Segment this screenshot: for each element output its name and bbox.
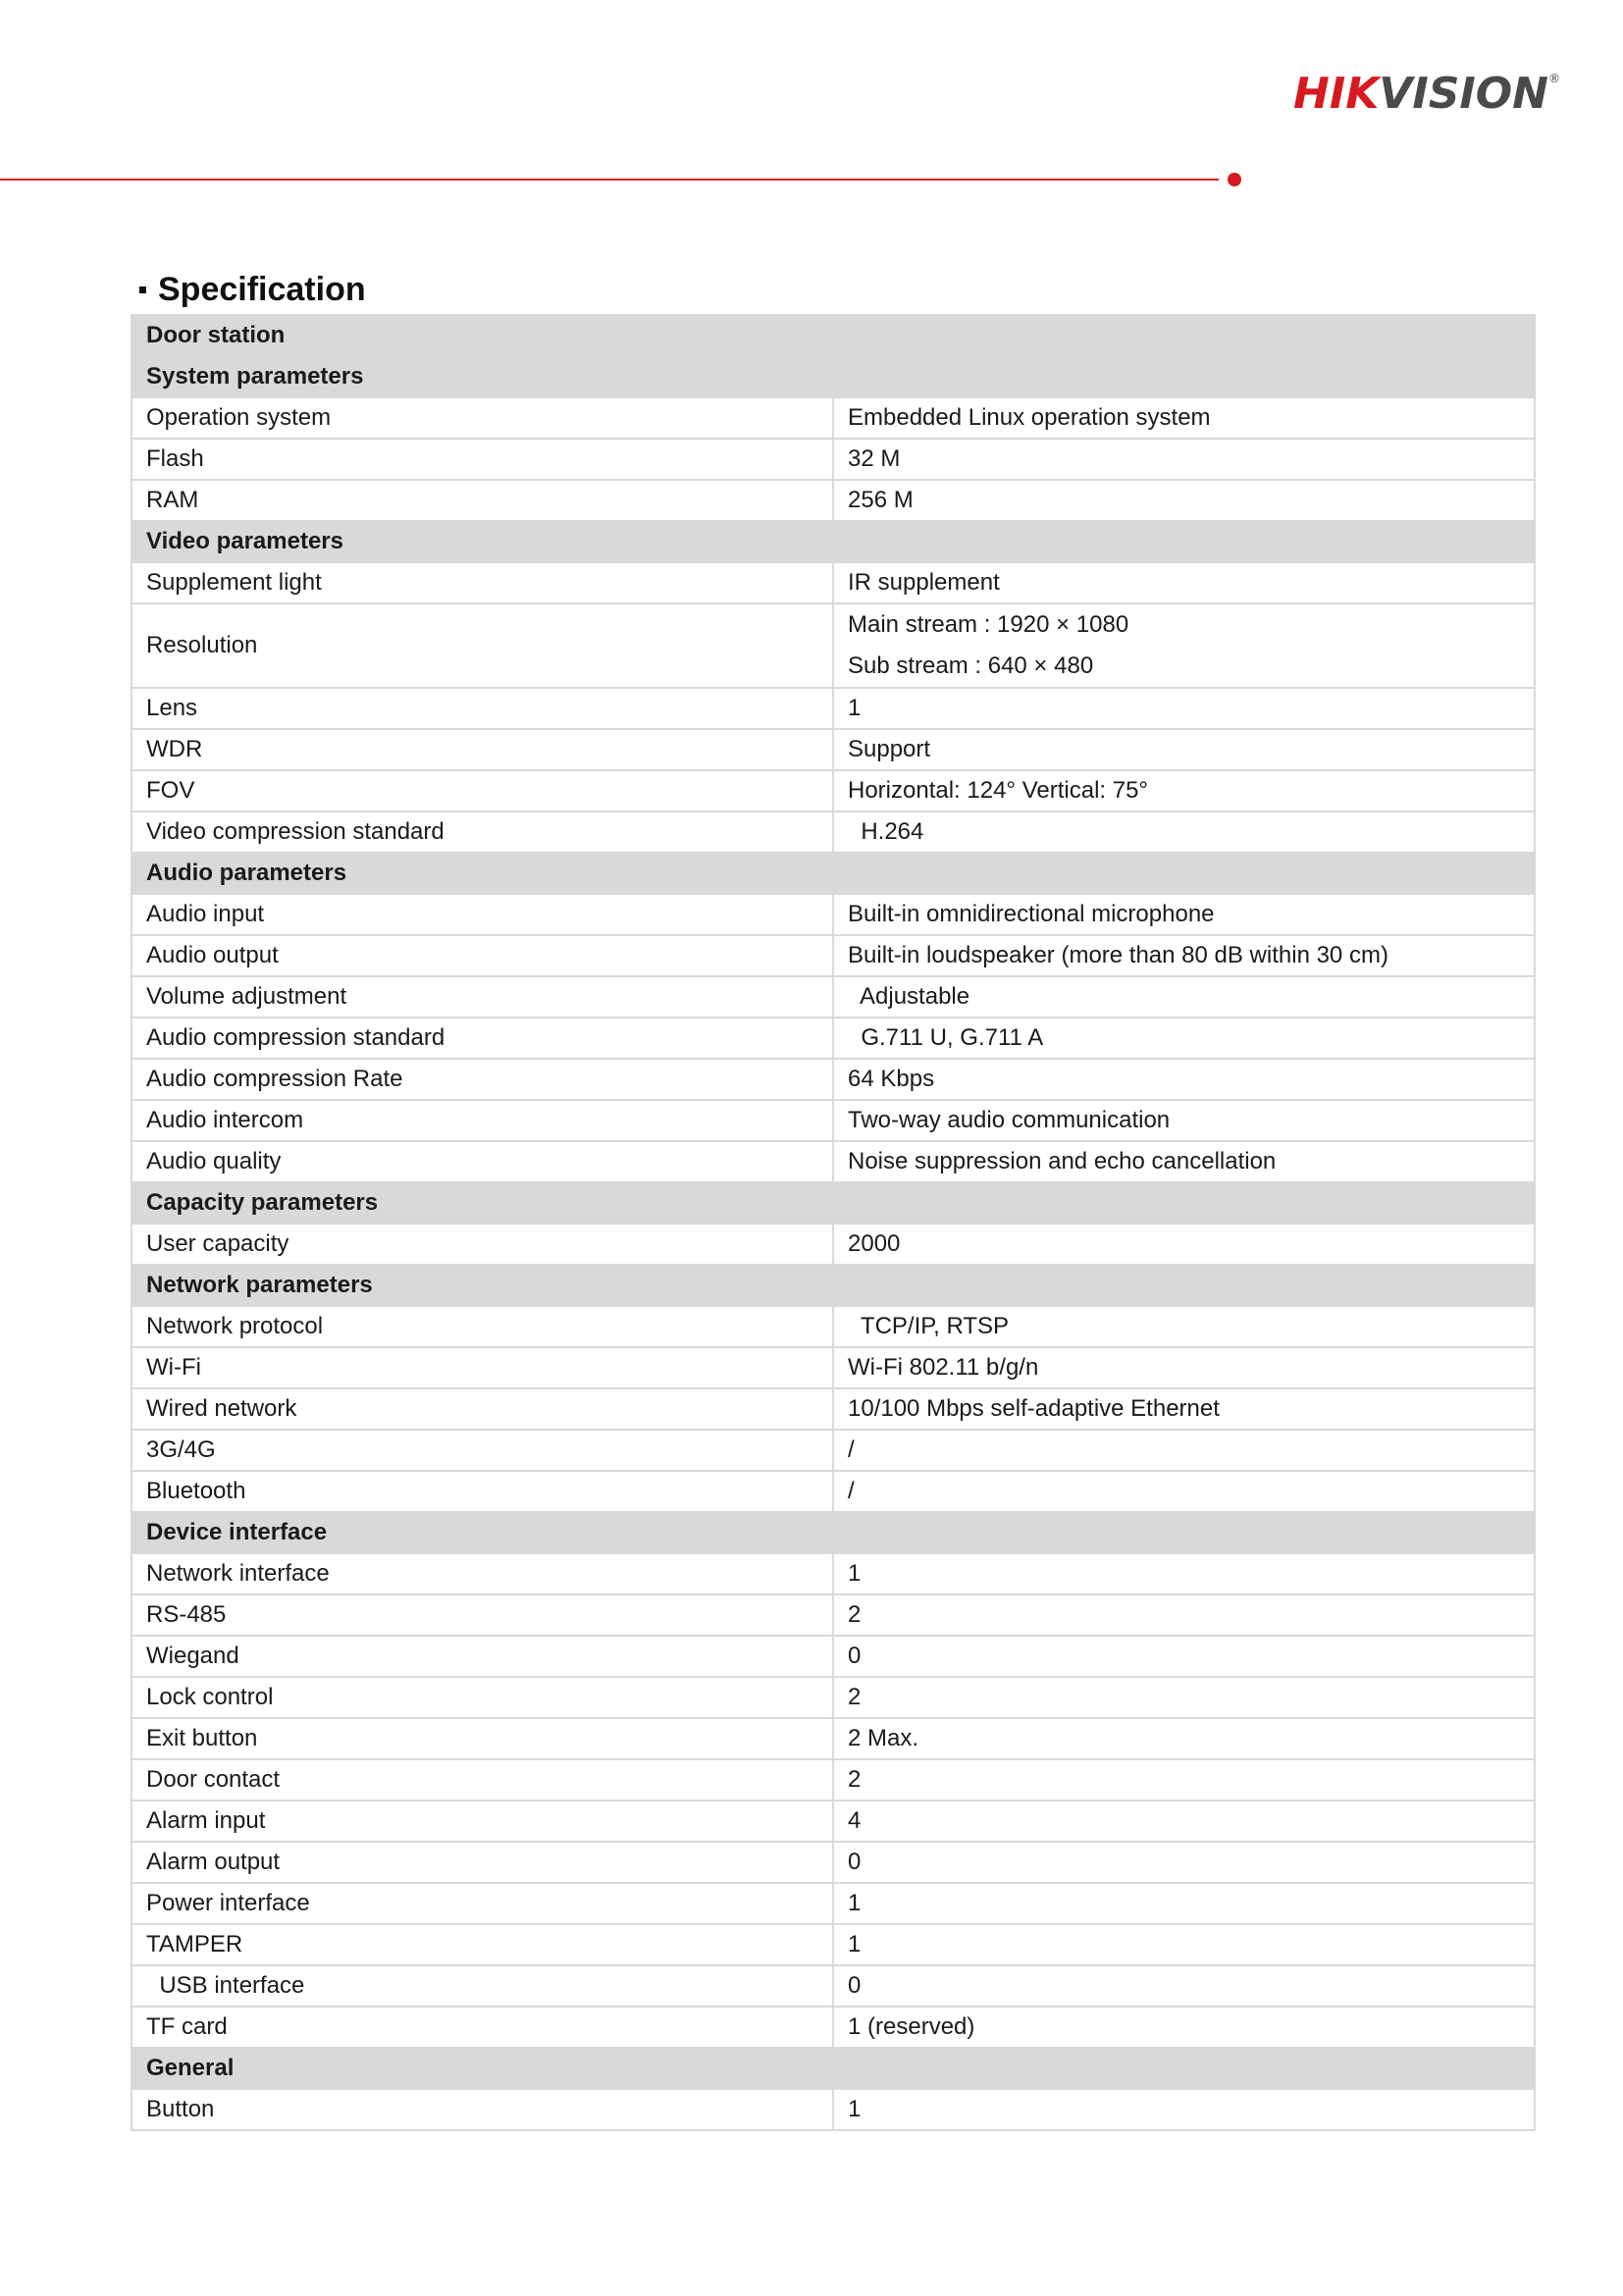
- network-parameters-header: Network parameters: [131, 1265, 1535, 1306]
- table-row: [131, 1100, 1535, 1141]
- resolution-main-stream: Main stream : 1920 × 1080: [848, 611, 1129, 638]
- table-row: [131, 1430, 1535, 1471]
- table-row: [131, 1471, 1535, 1512]
- row-label: Door contact: [131, 1759, 833, 1800]
- row-value: /: [833, 1430, 1535, 1471]
- table-row-resolution: [131, 603, 1535, 688]
- row-value: Support: [833, 729, 1535, 770]
- row-value: /: [833, 1471, 1535, 1512]
- row-value: Built-in loudspeaker (more than 80 dB within 30 cm): [833, 935, 1535, 976]
- row-value: Noise suppression and echo cancellation: [833, 1141, 1535, 1182]
- table-row: [131, 1759, 1535, 1800]
- row-value: 2: [833, 1677, 1535, 1718]
- table-row: [131, 770, 1535, 811]
- table-row: [131, 1347, 1535, 1388]
- audio-parameters-header: Audio parameters: [131, 853, 1535, 894]
- row-value: 0: [833, 1636, 1535, 1677]
- table-row: [131, 2089, 1535, 2130]
- logo-registered-mark: ®: [1548, 72, 1561, 85]
- spec-table: [131, 314, 1536, 2131]
- hikvision-logo: [1293, 69, 1561, 119]
- table-row: [131, 1553, 1535, 1594]
- door-station-header: Door station: [131, 315, 1535, 356]
- row-value: 1: [833, 1553, 1535, 1594]
- table-row: [131, 562, 1535, 603]
- row-value: Built-in omnidirectional microphone: [833, 894, 1535, 935]
- row-value: Two-way audio communication: [833, 1100, 1535, 1141]
- row-value: 2: [833, 1759, 1535, 1800]
- row-label: Power interface: [131, 1883, 833, 1924]
- row-label: RS-485: [131, 1594, 833, 1636]
- row-label: Supplement light: [131, 562, 833, 603]
- row-label: Audio input: [131, 894, 833, 935]
- table-row: [131, 1059, 1535, 1100]
- table-row: [131, 1306, 1535, 1347]
- row-label: Operation system: [131, 397, 833, 439]
- row-value: 1: [833, 1924, 1535, 1965]
- row-label: RAM: [131, 480, 833, 521]
- table-section-header: [131, 1512, 1535, 1553]
- capacity-parameters-header: Capacity parameters: [131, 1182, 1535, 1224]
- row-label: Audio compression standard: [131, 1018, 833, 1059]
- table-row: [131, 1965, 1535, 2007]
- row-value: 10/100 Mbps self-adaptive Ethernet: [833, 1388, 1535, 1430]
- table-row: [131, 976, 1535, 1018]
- table-row: [131, 1677, 1535, 1718]
- section-heading: [139, 271, 366, 309]
- row-value: H.264: [833, 811, 1535, 853]
- table-row: [131, 439, 1535, 480]
- row-label: Audio compression Rate: [131, 1059, 833, 1100]
- row-label: Volume adjustment: [131, 976, 833, 1018]
- row-label: Button: [131, 2089, 833, 2130]
- row-label: Audio quality: [131, 1141, 833, 1182]
- bullet-icon: [139, 287, 146, 293]
- table-row: [131, 688, 1535, 729]
- row-value: 1: [833, 688, 1535, 729]
- row-label: TF card: [131, 2007, 833, 2048]
- row-label: WDR: [131, 729, 833, 770]
- row-label: Resolution: [131, 603, 833, 688]
- video-parameters-header: Video parameters: [131, 521, 1535, 562]
- row-label: Lens: [131, 688, 833, 729]
- row-value: 2: [833, 1594, 1535, 1636]
- row-value: G.711 U, G.711 A: [833, 1018, 1535, 1059]
- table-row: [131, 1924, 1535, 1965]
- table-section-header: [131, 356, 1535, 397]
- row-label: Flash: [131, 439, 833, 480]
- row-value: 2000: [833, 1224, 1535, 1265]
- row-value: Wi-Fi 802.11 b/g/n: [833, 1347, 1535, 1388]
- row-label: Alarm input: [131, 1800, 833, 1842]
- table-row: [131, 1842, 1535, 1883]
- table-row: [131, 1018, 1535, 1059]
- row-value: 1: [833, 2089, 1535, 2130]
- table-row: [131, 894, 1535, 935]
- row-label: 3G/4G: [131, 1430, 833, 1471]
- header-rule: [0, 179, 1219, 181]
- resolution-sub-stream: Sub stream : 640 × 480: [848, 652, 1094, 679]
- table-row: [131, 1594, 1535, 1636]
- row-value: 1 (reserved): [833, 2007, 1535, 2048]
- table-row: [131, 480, 1535, 521]
- row-value: 0: [833, 1965, 1535, 2007]
- row-label: User capacity: [131, 1224, 833, 1265]
- row-label: Audio intercom: [131, 1100, 833, 1141]
- row-label: FOV: [131, 770, 833, 811]
- row-label: Lock control: [131, 1677, 833, 1718]
- table-row: [131, 811, 1535, 853]
- row-value: TCP/IP, RTSP: [833, 1306, 1535, 1347]
- logo-vision: VISION: [1379, 69, 1549, 119]
- table-row: [131, 1800, 1535, 1842]
- section-heading-text: Specification: [158, 271, 366, 308]
- table-row: [131, 2007, 1535, 2048]
- row-value: Adjustable: [833, 976, 1535, 1018]
- row-value: 1: [833, 1883, 1535, 1924]
- row-label: Wired network: [131, 1388, 833, 1430]
- row-value: 0: [833, 1842, 1535, 1883]
- device-interface-header: Device interface: [131, 1512, 1535, 1553]
- row-value: 64 Kbps: [833, 1059, 1535, 1100]
- system-parameters-header: System parameters: [131, 356, 1535, 397]
- row-value: [833, 603, 1535, 688]
- row-label: Network interface: [131, 1553, 833, 1594]
- row-value: IR supplement: [833, 562, 1535, 603]
- table-section-header: [131, 315, 1535, 356]
- row-value: 2 Max.: [833, 1718, 1535, 1759]
- row-label: Audio output: [131, 935, 833, 976]
- table-row: [131, 1141, 1535, 1182]
- row-label: Bluetooth: [131, 1471, 833, 1512]
- row-label: Network protocol: [131, 1306, 833, 1347]
- row-label: Video compression standard: [131, 811, 833, 853]
- row-value: Embedded Linux operation system: [833, 397, 1535, 439]
- row-label: Exit button: [131, 1718, 833, 1759]
- table-row: [131, 1224, 1535, 1265]
- table-row: [131, 1883, 1535, 1924]
- table-row: [131, 1718, 1535, 1759]
- header-rule-dot: [1228, 173, 1241, 186]
- table-section-header: [131, 1265, 1535, 1306]
- row-value: 32 M: [833, 439, 1535, 480]
- table-row: [131, 1388, 1535, 1430]
- table-row: [131, 1636, 1535, 1677]
- table-section-header: [131, 853, 1535, 894]
- table-row: [131, 397, 1535, 439]
- row-label: Wi-Fi: [131, 1347, 833, 1388]
- row-label: USB interface: [131, 1965, 833, 2007]
- row-label: Wiegand: [131, 1636, 833, 1677]
- general-header: General: [131, 2048, 1535, 2089]
- row-value: 256 M: [833, 480, 1535, 521]
- table-row: [131, 935, 1535, 976]
- row-value: Horizontal: 124° Vertical: 75°: [833, 770, 1535, 811]
- table-section-header: [131, 521, 1535, 562]
- row-value: 4: [833, 1800, 1535, 1842]
- table-section-header: [131, 2048, 1535, 2089]
- row-label: Alarm output: [131, 1842, 833, 1883]
- table-section-header: [131, 1182, 1535, 1224]
- logo-hik: HIK: [1293, 69, 1380, 119]
- table-row: [131, 729, 1535, 770]
- row-label: TAMPER: [131, 1924, 833, 1965]
